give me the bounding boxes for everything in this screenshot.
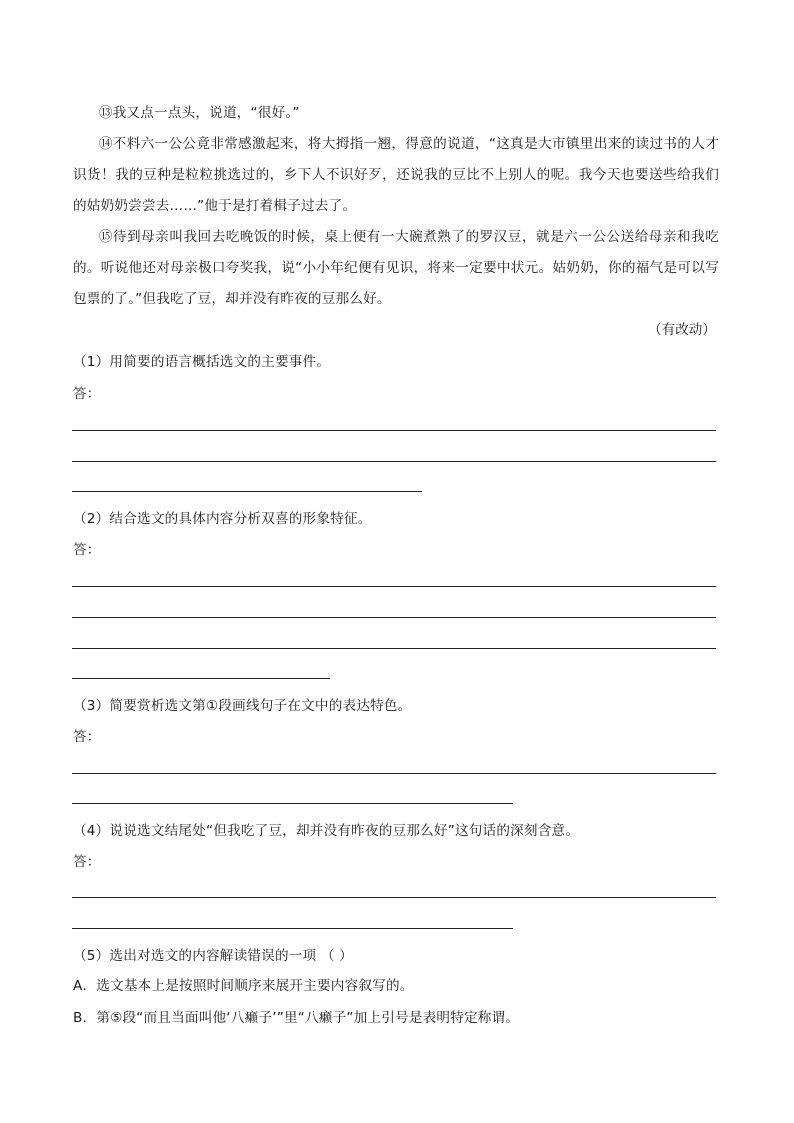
answer-line[interactable]	[72, 617, 716, 618]
question-2-prompt: （2）结合选文的具体内容分析双喜的形象特征。	[73, 511, 372, 527]
question-4-answer-label: 答：	[73, 854, 101, 870]
answer-line[interactable]	[72, 928, 513, 929]
answer-line[interactable]	[72, 586, 716, 587]
option-b[interactable]: B．第⑤段“而且当面叫他‘八癞子’”里“八癞子”加上引号是表明特定称谓。	[73, 1010, 520, 1026]
passage-paragraph-14: ⑭不料六一公公竟非常感激起来，将大拇指一翘，得意的说道，“这真是大市镇里出来的读过书的人才识货！我的豆种是粒粒挑选过的，乡下人不识好歹，还说我的豆比不上别人的呢。我今天也要送些给我们的姑奶奶尝尝去……”他于是打着楫子过去了。	[73, 136, 719, 214]
passage-paragraph-13: ⑬我又点一点头，说道，“很好。”	[98, 105, 300, 121]
answer-line[interactable]	[72, 461, 716, 462]
answer-line[interactable]	[72, 803, 513, 804]
answer-line[interactable]	[72, 897, 716, 898]
question-3-answer-label: 答：	[73, 729, 101, 745]
question-2-answer-label: 答：	[73, 542, 101, 558]
answer-line[interactable]	[72, 430, 716, 431]
passage-paragraph-15: ⑮待到母亲叫我回去吃晚饭的时候，桌上便有一大碗煮熟了的罗汉豆，就是六一公公送给母亲和我吃的。听说他还对母亲极口夸奖我，说“小小年纪便有见识，将来一定要中状元。姑奶奶，你的福气是可以写包票的了。”但我吃了豆，却并没有昨夜的豆那么好。	[73, 229, 719, 307]
question-1-prompt: （1）用简要的语言概括选文的主要事件。	[73, 354, 331, 370]
option-a[interactable]: A．选文基本上是按照时间顺序来展开主要内容叙写的。	[73, 978, 414, 994]
adaptation-note: （有改动）	[648, 322, 716, 338]
question-1-answer-label: 答：	[73, 386, 101, 402]
question-5-prompt: （5）选出对选文的内容解读错误的一项 （ ）	[73, 948, 353, 964]
answer-line[interactable]	[72, 491, 422, 492]
answer-line[interactable]	[72, 648, 716, 649]
question-4-prompt: （4）说说选文结尾处“但我吃了豆，却并没有昨夜的豆那么好”这句话的深刻含意。	[73, 823, 580, 839]
answer-line[interactable]	[72, 773, 716, 774]
question-3-prompt: （3）简要赏析选文第①段画线句子在文中的表达特色。	[73, 698, 412, 714]
answer-line[interactable]	[72, 678, 330, 679]
